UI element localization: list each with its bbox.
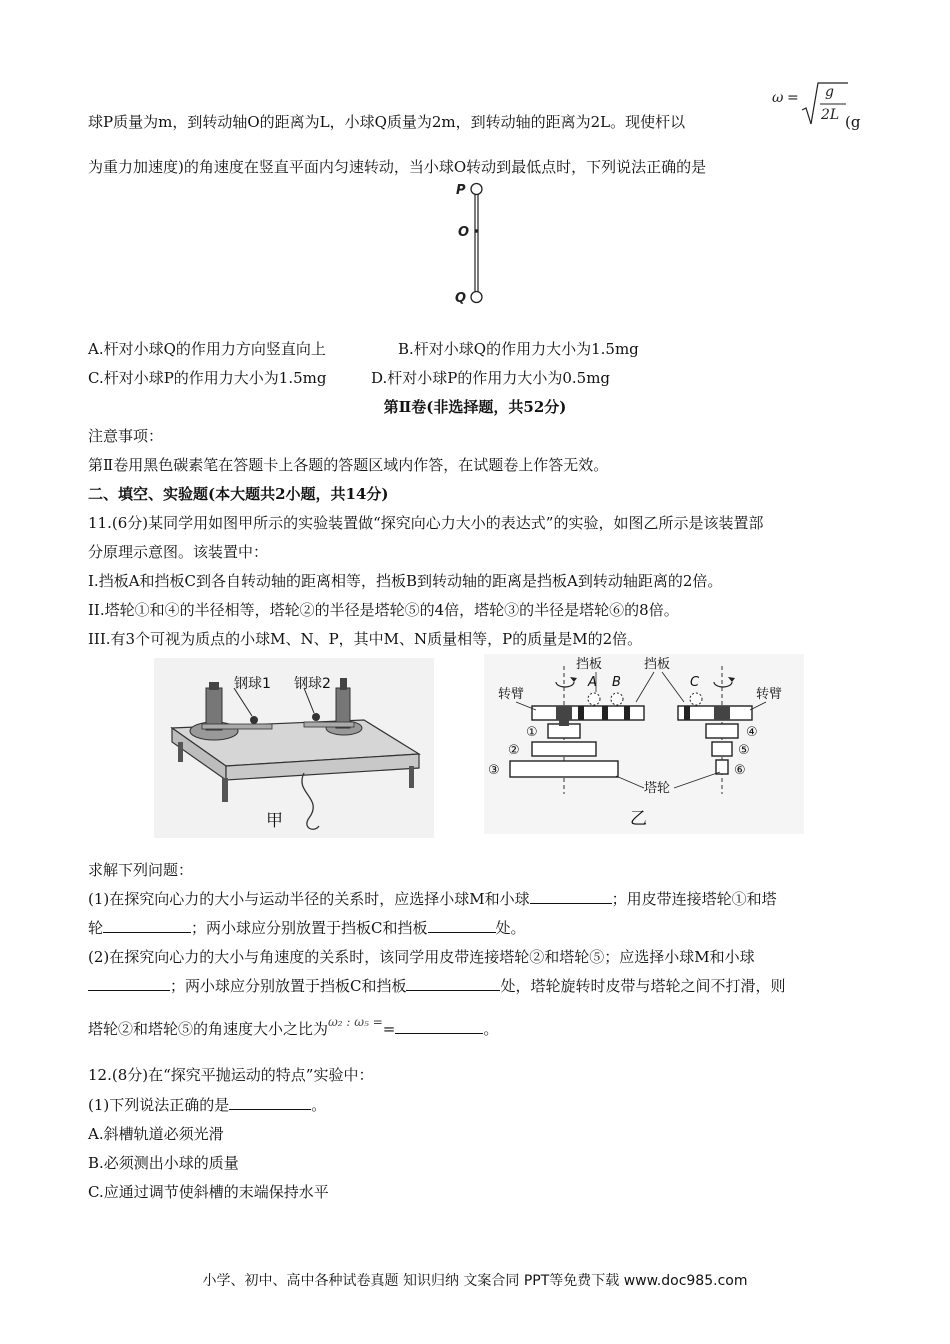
option-c-text: C.杆对小球P的作用力大小为1.5mg [88, 369, 327, 387]
label-o: O [458, 225, 470, 240]
label-wheel-4: ④ [746, 725, 758, 740]
p1-text-b: ；用皮带连接塔轮①和塔 [611, 890, 777, 908]
q10-option-b [398, 339, 639, 359]
section-title [0, 397, 950, 417]
q10-option-a [88, 339, 326, 359]
label-tower: 塔轮 [644, 781, 671, 796]
q10-line1 [88, 112, 685, 132]
answer-blank-2[interactable] [103, 918, 191, 933]
q12-opt-a: A.斜槽轨道必须光滑 [88, 1125, 224, 1143]
q12-option-a [88, 1124, 224, 1144]
part-title [88, 484, 389, 504]
q12-part1 [88, 1095, 326, 1115]
cond2-text: II.塔轮①和④的半径相等，塔轮②的半径是塔轮⑤的4倍，塔轮③的半径是塔轮⑥的8倍。 [88, 601, 679, 619]
ball-b [611, 693, 623, 705]
ball-a [588, 693, 600, 705]
ball-c [690, 693, 702, 705]
figure-schematic [484, 654, 804, 834]
axis-o [475, 229, 479, 233]
q12-option-c [88, 1182, 329, 1202]
q10-text-2: 为重力加速度)的角速度在竖直平面内匀速转动，当小球O转动到最低点时，下列说法正确的是 [88, 158, 707, 176]
q10-option-c [88, 368, 327, 388]
label-baffle-2: 挡板 [644, 657, 671, 672]
q12-p1-text: (1)下列说法正确的是 [88, 1096, 230, 1114]
q11-part2-line2 [88, 976, 786, 996]
q10-text: 球P质量为m，到转动轴O的距离为L，小球Q质量为2m，到转动轴的距离为2L。现使杆以 [88, 113, 686, 131]
part-title-text: 二、填空、实验题(本大题共2小题，共14分) [88, 485, 389, 503]
label-baffle-1: 挡板 [576, 657, 603, 672]
p1-text-d: ；两小球应分别放置于挡板C和挡板 [191, 919, 428, 937]
page-footer [0, 1270, 950, 1290]
fraction-numerator: g [825, 84, 834, 100]
label-b: B [612, 675, 621, 690]
notice-text [88, 455, 608, 475]
omega-symbol: ω [772, 90, 784, 106]
answer-blank-1[interactable] [530, 889, 612, 904]
equals-sign: = [787, 90, 799, 106]
q11-part1-line2 [88, 918, 526, 938]
q12-option-b [88, 1153, 239, 1173]
label-ball-1: 钢球1 [234, 676, 271, 692]
omega-ratio: ω₂ : ω₅ = [328, 1015, 383, 1029]
p2-text-c: 处，塔轮旋转时皮带与塔轮之间不打滑，则 [500, 977, 786, 995]
notice-title-text: 注意事项： [88, 427, 164, 445]
q11-line1 [88, 513, 763, 533]
answer-blank-6[interactable] [395, 1019, 483, 1034]
q12-line1 [88, 1065, 373, 1085]
q11-solve [88, 860, 193, 880]
q12-opt-b: B.必须测出小球的质量 [88, 1154, 239, 1172]
notice-body: 第Ⅱ卷用黑色碳素笔在答题卡上各题的答题区域内作答，在试题卷上作答无效。 [88, 456, 609, 474]
label-ball-2: 钢球2 [294, 676, 331, 692]
q11-text-1: 11.(6分)某同学用如图甲所示的实验装置做“探究向心力大小的表达式”的实验，如图乙所示是该装置部 [88, 514, 764, 532]
answer-blank-3[interactable] [428, 918, 496, 933]
answer-blank-5[interactable] [406, 976, 500, 991]
q11-text-2: 分原理示意图。该装置中： [88, 543, 269, 561]
q12-p1-end: 。 [311, 1096, 327, 1114]
label-arm-left: 转臂 [498, 687, 525, 702]
q10-after-formula [845, 112, 860, 132]
answer-blank-4[interactable] [88, 976, 170, 991]
ball-q [471, 292, 482, 303]
label-q: Q [455, 291, 467, 306]
notice-title [88, 426, 163, 446]
q11-cond3 [88, 629, 642, 649]
ball-p [471, 184, 482, 195]
p2-eq: = [382, 1020, 396, 1038]
label-wheel-6: ⑥ [734, 763, 746, 778]
label-c: C [690, 675, 700, 690]
q12-text-1: 12.(8分)在“探究平抛运动的特点”实验中： [88, 1066, 374, 1084]
q11-cond1 [88, 571, 722, 591]
q11-part1-line1 [88, 889, 777, 909]
solve-text: 求解下列问题： [88, 861, 194, 879]
label-wheel-3: ③ [488, 763, 500, 778]
label-p: P [456, 183, 466, 198]
p1-text-e: 处。 [495, 919, 526, 937]
q10-line2 [88, 157, 706, 177]
fraction-denominator: 2L [821, 107, 840, 123]
p2-text-d: 塔轮②和塔轮⑤的角速度大小之比为 [88, 1020, 329, 1038]
option-b-text: B.杆对小球Q的作用力大小为1.5mg [398, 340, 639, 358]
q10-option-d [371, 368, 610, 388]
q11-line2 [88, 542, 268, 562]
rod-figure [448, 180, 508, 310]
q11-cond2 [88, 600, 679, 620]
q11-part2-line3 [88, 1015, 499, 1040]
label-arm-right: 转臂 [756, 687, 783, 702]
label-wheel-2: ② [508, 743, 520, 758]
q11-part2-line1 [88, 947, 755, 967]
figure-apparatus [154, 658, 434, 838]
q10-g-open: (g [845, 113, 861, 131]
answer-blank-7[interactable] [229, 1095, 311, 1110]
p2-text-a: (2)在探究向心力的大小与角速度的关系时，该同学用皮带连接塔轮②和塔轮⑤；应选择小球M和小球 [88, 948, 755, 966]
caption-yi: 乙 [630, 809, 647, 829]
section-title-text: 第Ⅱ卷(非选择题，共52分) [383, 398, 567, 416]
caption-jia: 甲 [266, 811, 283, 831]
p2-end: 。 [483, 1020, 499, 1038]
label-wheel-5: ⑤ [738, 743, 750, 758]
option-a-text: A.杆对小球Q的作用力方向竖直向上 [88, 340, 326, 358]
label-a: A [588, 675, 597, 690]
label-wheel-1: ① [526, 725, 538, 740]
q12-opt-c: C.应通过调节使斜槽的末端保持水平 [88, 1183, 329, 1201]
option-d-text: D.杆对小球P的作用力大小为0.5mg [371, 369, 611, 387]
cond1-text: I.挡板A和挡板C到各自转动轴的距离相等，挡板B到转动轴的距离是挡板A到转动轴距离的2倍。 [88, 572, 723, 590]
p2-text-b: ；两小球应分别放置于挡板C和挡板 [170, 977, 407, 995]
p1-text-a: (1)在探究向心力的大小与运动半径的关系时，应选择小球M和小球 [88, 890, 530, 908]
footer-text: 小学、初中、高中各种试卷真题 知识归纳 文案合同 PPT等免费下载 www.doc985.com [202, 1273, 748, 1289]
steel-ball-1 [250, 716, 258, 724]
steel-ball-2 [312, 713, 320, 721]
cond3-text: III.有3个可视为质点的小球M、N、P，其中M、N质量相等，P的质量是M的2倍。 [88, 630, 643, 648]
p1-text-c: 轮 [88, 919, 104, 937]
